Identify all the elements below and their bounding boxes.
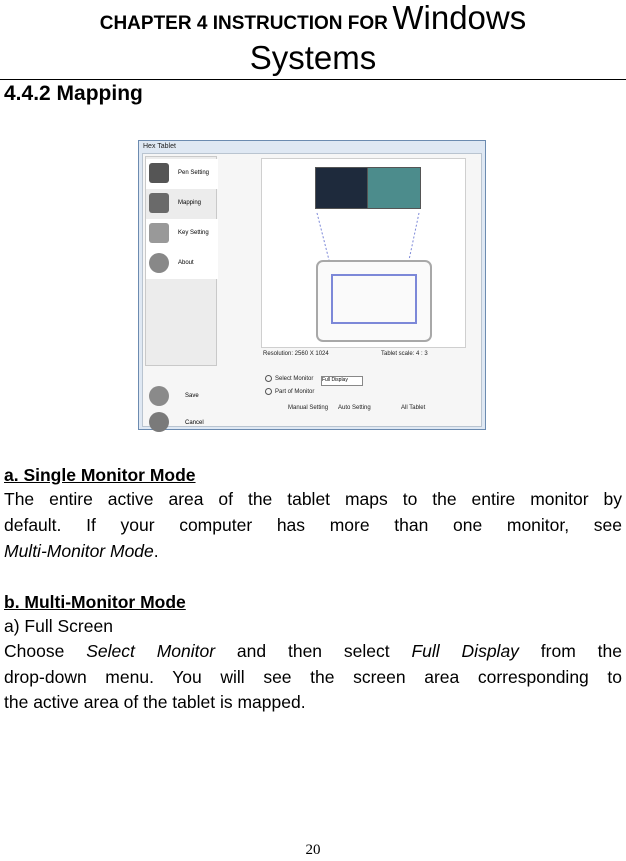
menu-label: Pen Setting (178, 170, 210, 176)
text-from: from the (518, 641, 622, 661)
section-a-line3 (4, 539, 622, 563)
chapter-windows: Windows (392, 0, 527, 36)
active-area (331, 274, 417, 324)
section-a-line2: default. If your computer has more than one monitor, see (4, 515, 622, 535)
window-title: Hex Tablet (143, 143, 176, 150)
section-b-line1 (4, 639, 622, 663)
section-b-line2: drop-down menu. You will see the screen area corresponding to (4, 667, 622, 687)
menu-label: Mapping (178, 200, 202, 206)
text-then: and then select (215, 641, 412, 661)
chapter-systems: Systems (249, 39, 377, 76)
save-label: Save (185, 393, 199, 399)
menu-label: About (178, 260, 194, 266)
page-number: 20 (305, 842, 321, 858)
tablet-outline (316, 260, 432, 342)
auto-setting-label: Auto Setting (338, 405, 371, 411)
section-b-title: b. Multi-Monitor Mode (4, 592, 186, 612)
monitor-2 (367, 167, 421, 209)
text-choose: Choose (4, 641, 87, 661)
select-monitor-ref: Select Monitor (86, 641, 216, 661)
part-monitor-label: Part of Monitor (275, 389, 315, 396)
section-b-subtitle: a) Full Screen (4, 616, 113, 636)
mapping-screenshot (138, 140, 486, 430)
chapter-header (0, 0, 626, 43)
header-rule (0, 79, 626, 80)
select-monitor-label: Select Monitor (275, 376, 314, 383)
multi-monitor-ref: Multi-Monitor Mode (4, 541, 154, 561)
section-a-line1: The entire active area of the tablet maps to the entire monitor by (4, 489, 622, 509)
monitor-dropdown: Full Display (321, 376, 363, 386)
section-a-title: a. Single Monitor Mode (4, 465, 196, 485)
manual-setting-label: Manual Setting (288, 405, 329, 411)
cancel-label: Cancel (185, 420, 204, 426)
mapping-lines (139, 141, 487, 431)
chapter-prefix: CHAPTER 4 INSTRUCTION FOR (99, 13, 388, 34)
section-title: 4.4.2 Mapping (4, 82, 143, 105)
section-b-line3: the active area of the tablet is mapped. (4, 692, 306, 712)
full-display-ref: Full Display (411, 641, 519, 661)
resolution-text: Resolution: 2560 X 1024 (263, 351, 329, 357)
all-tablet-label: All Tablet (401, 405, 426, 411)
menu-label: Key Setting (178, 230, 209, 236)
period: . (153, 541, 159, 561)
tablet-scale-text: Tablet scale: 4 : 3 (381, 351, 428, 357)
monitor-1 (315, 167, 369, 209)
